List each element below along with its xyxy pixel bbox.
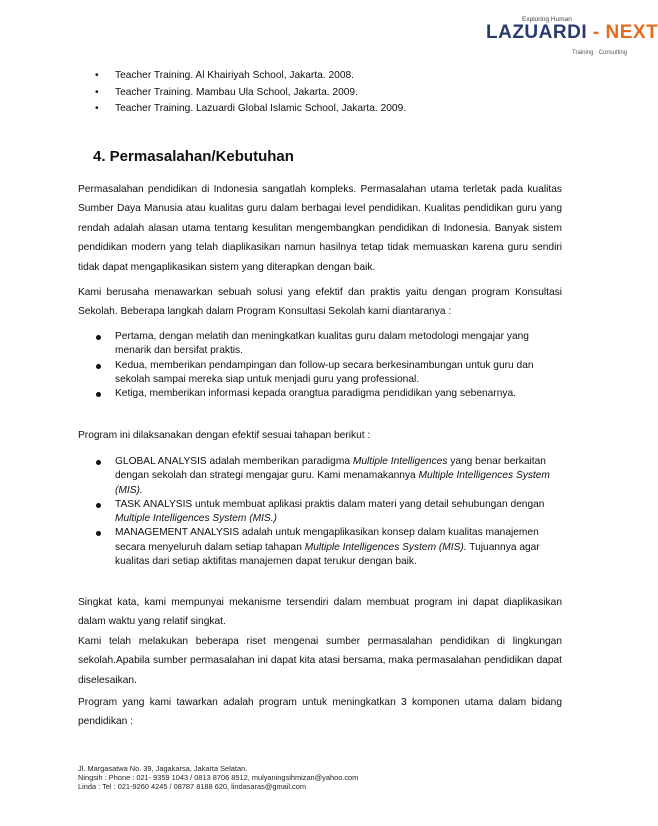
list-item bbox=[95, 101, 406, 118]
paragraph-problem: Permasalahan pendidikan di Indonesia sangatlah kompleks. Permasalahan utama terletak pada kualitas Sumber Daya Manusia atau kualitas guru dalam berbagai level pendidikan. Kualitas pendidikan guru yang rendah adalah alasan utama tentang kesulitan mengembangkan pendidikan di Indonesia. Banyak sistem pendidikan modern yang telah diaplikasikan namun hasilnya tetap tidak memuaskan karena guru sendiri tidak dapat mengaplikasikan sistem yang diterapkan dengan baik. bbox=[78, 184, 562, 273]
step-text: Ketiga, memberikan informasi kepada orangtua paradigma pendidikan yang sebenarnya. bbox=[115, 388, 516, 400]
bullet-icon: • bbox=[95, 103, 99, 114]
list-item bbox=[95, 68, 406, 85]
training-list bbox=[95, 68, 406, 118]
paragraph-program: Program yang kami tawarkan adalah program untuk meningkatkan 3 komponen utama dalam bidang pendidikan : bbox=[78, 697, 562, 728]
phase-text: TASK ANALYSIS untuk membuat aplikasi praktis dalam materi yang detail sehubungan dengan bbox=[115, 498, 545, 510]
company-logo bbox=[486, 16, 658, 62]
bullet-icon: • bbox=[95, 86, 99, 98]
phase-italic: Multiple Intelligences System (MIS). bbox=[304, 541, 467, 553]
training-text: Teacher Training. Mambau Ula School, Jakarta. 2009. bbox=[115, 86, 358, 98]
phase-text: MANAGEMENT ANALYSIS adalah untuk mengaplikasikan konsep dalam kualitas manajemen secara menyeluruh dalam setiap tahapan bbox=[115, 527, 539, 553]
logo-brand bbox=[486, 22, 658, 44]
footer-contact-linda: Linda : Tel : 021-9260 4245 / 08787 8188 620, lindasaras@gmail.com bbox=[78, 782, 307, 792]
phases-list bbox=[96, 455, 562, 569]
steps-list bbox=[96, 330, 562, 401]
paragraph-summary: Singkat kata, kami mempunyai mekanisme tersendiri dalam membuat program ini dapat diaplikasikan dalam waktu yang relatif singkat. bbox=[78, 597, 562, 628]
phase-italic: Multiple Intelligences bbox=[352, 456, 448, 467]
list-item bbox=[96, 526, 562, 569]
footer-address: Jl. Margasatwa No. 39, Jagakarsa, Jakarta Selatan. bbox=[78, 764, 248, 773]
training-text: Teacher Training. Al Khairiyah School, Jakarta. 2008. bbox=[115, 70, 354, 81]
list-item bbox=[96, 387, 562, 401]
bullet-icon bbox=[96, 335, 101, 340]
logo-subtitle: Training · Consulting bbox=[572, 50, 628, 56]
phase-italic: Multiple Intelligences System (MIS.) bbox=[115, 513, 277, 525]
list-item bbox=[96, 498, 562, 527]
phase-italic: Multiple Intelligences System (MIS). bbox=[115, 470, 550, 496]
step-text: Pertama, dengan melatih dan meningkatkan kualitas guru dalam metodologi mengajar yang menarik dan bersifat praktis. bbox=[115, 331, 529, 357]
bullet-icon bbox=[96, 364, 101, 369]
section-heading: 4. Permasalahan/Kebutuhan bbox=[93, 148, 294, 165]
list-item bbox=[96, 455, 562, 498]
bullet-icon bbox=[96, 531, 101, 536]
bullet-icon bbox=[96, 460, 101, 465]
training-text: Teacher Training. Lazuardi Global Islamic School, Jakarta. 2009. bbox=[115, 103, 407, 114]
phase-text: Tujuannya agar kualitas dari setiap aktifitas manajemen dapat terukur dengan baik. bbox=[115, 541, 540, 568]
list-item bbox=[96, 330, 562, 359]
paragraph-research: Kami telah melakukan beberapa riset mengenai sumber permasalahan pendidikan di lingkungan sekolah.Apabila sumber permasalahan ini dapat kita atasi bersama, maka permasalahan pendidikan dapat diselesaikan. bbox=[78, 636, 562, 686]
list-item bbox=[96, 359, 562, 388]
step-text: Kedua, memberikan pendampingan dan follow-up secara berkesinambungan untuk guru dan sekolah sampai mereka siap untuk menjadi guru yang professional. bbox=[115, 359, 534, 385]
bullet-icon bbox=[96, 392, 101, 397]
footer-contact-ningsih: Ningsih : Phone : 021- 9359 1043 / 0813 8706 8512, mulyaningsihmizan@yahoo.com bbox=[78, 773, 359, 783]
phase-text: yang benar berkaitan dengan sekolah dan strategi mengajar guru. Kami menamakannya bbox=[115, 456, 546, 482]
list-item bbox=[95, 85, 406, 102]
bullet-icon: • bbox=[95, 70, 99, 81]
bullet-icon bbox=[96, 503, 101, 508]
paragraph-solution: Kami berusaha menawarkan sebuah solusi yang efektif dan praktis yaitu dengan program Konsultasi Sekolah. Beberapa langkah dalam Program Konsultasi Sekolah kami diantaranya : bbox=[78, 287, 562, 318]
paragraph-phases-intro: Program ini dilaksanakan dengan efektif sesuai tahapan berikut : bbox=[78, 430, 371, 441]
phase-text: GLOBAL ANALYSIS adalah memberikan paradigma bbox=[115, 456, 353, 467]
logo-tagline: Exploring Human bbox=[522, 16, 572, 23]
logo-brand-next: NEXT bbox=[605, 22, 658, 43]
logo-brand-main: LAZUARDI bbox=[486, 22, 588, 43]
logo-brand-dash: - bbox=[587, 22, 606, 43]
footer-contact bbox=[78, 764, 358, 792]
